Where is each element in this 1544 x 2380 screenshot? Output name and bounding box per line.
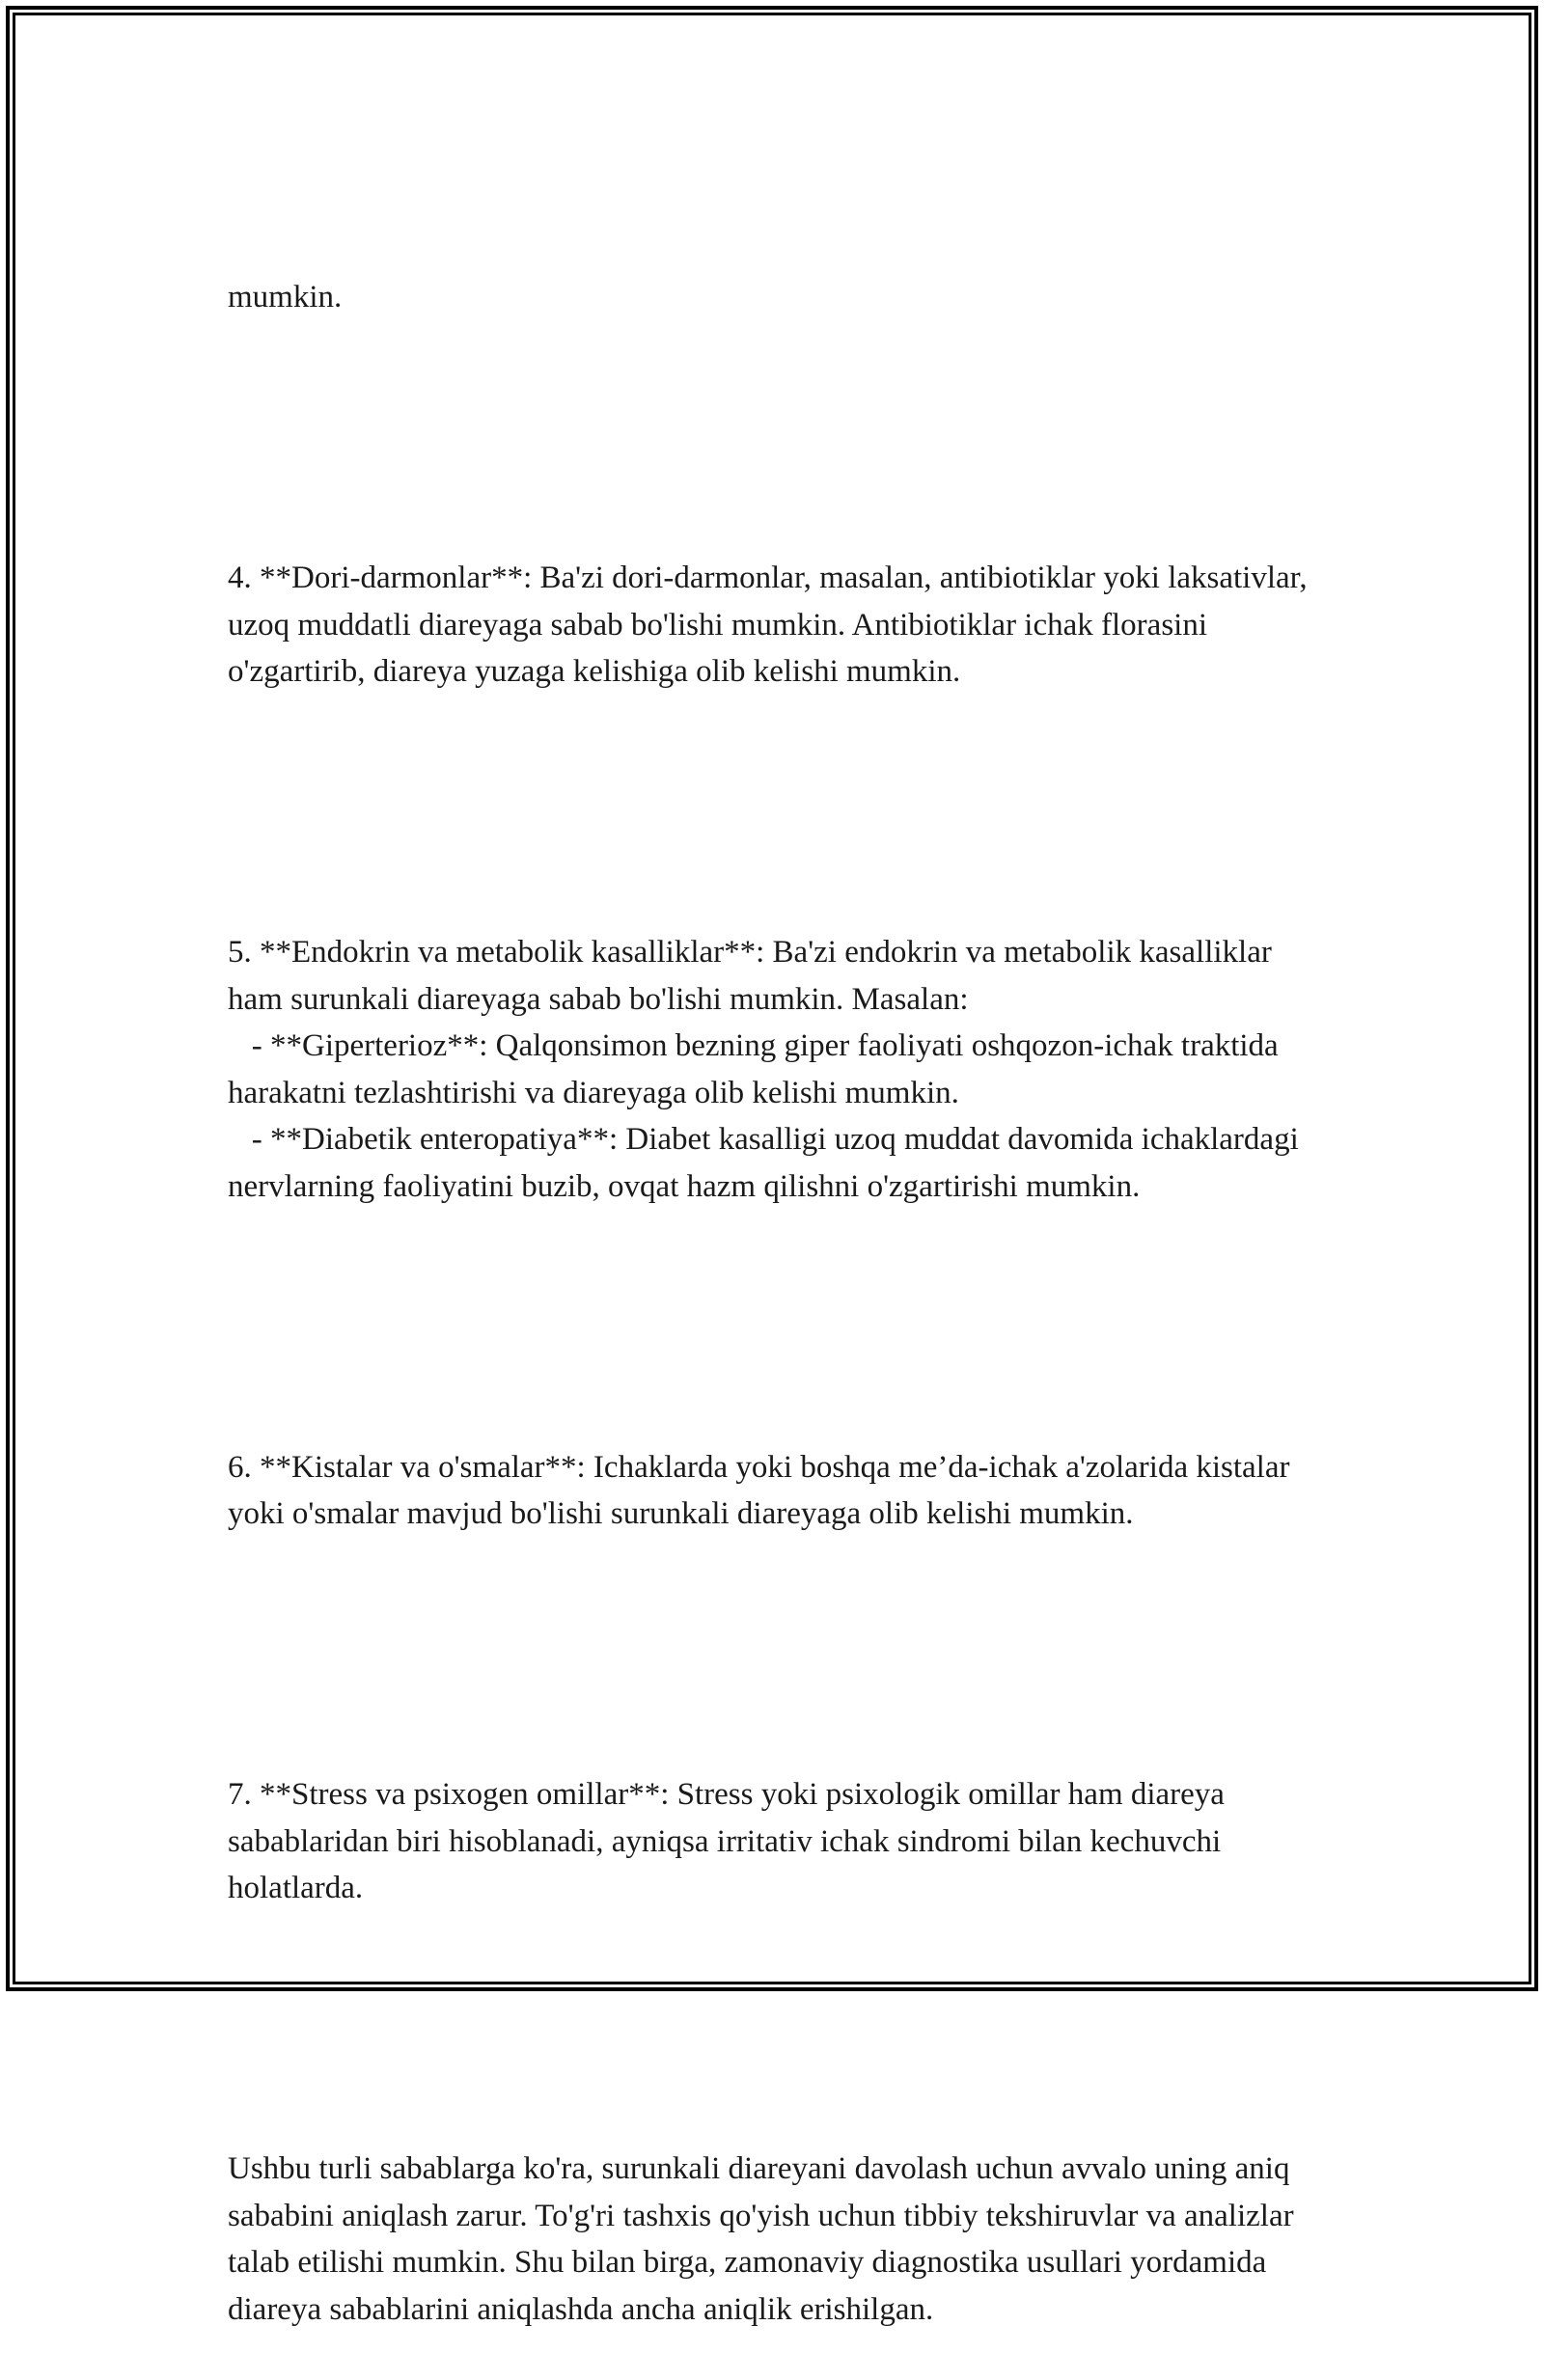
paragraph-gap (228, 789, 1318, 836)
paragraph-continuation: mumkin. (228, 280, 343, 315)
paragraph-gap (228, 415, 1318, 462)
paragraph-item-4: 4. **Dori-darmonlar**: Ba'zi dori-darmonlar, masalan, antibiotiklar yoki laksativlar, uzoq muddatli diareyaga sabab bo'lishi mumkin. Antibiotiklar ichak florasini o'zgartirib, diareya yuzaga kelishiga olib kelishi mumkin. (228, 561, 1315, 689)
paragraph-gap (228, 2006, 1318, 2053)
paragraph-gap (228, 1631, 1318, 1679)
document-body (228, 180, 1318, 2380)
paragraph-gap (228, 1303, 1318, 1351)
paragraph-conclusion: Ushbu turli sabablarga ko'ra, surunkali diareyani davolash uchun avvalo uning aniq sababini aniqlash zarur. To'g'ri tashxis qo'yish uchun tibbiy tekshiruvlar va analizlar talab etilishi mumkin. Shu bilan birga, zamonaviy diagnostika usullari yordamida diareya sabablarini aniqlashda ancha aniqlik erishilgan. (228, 2151, 1302, 2327)
paragraph-item-6: 6. **Kistalar va o'smalar**: Ichaklarda yoki boshqa me’da-ichak a'zolarida kistalar yoki o'smalar mavjud bo'lishi surunkali diareyaga olib kelishi mumkin. (228, 1449, 1298, 1531)
paragraph-item-5: 5. **Endokrin va metabolik kasalliklar**: Ba'zi endokrin va metabolik kasalliklar ham surunkali diareyaga sabab bo'lishi mumkin. Masalan: - **Giperterioz**: Qalqonsimon bezning giper faoliyati oshqozon-ichak traktida harakatni tezlashtirishi va diareyaga olib kelishi mumkin. - **Diabetik enteropatiya**: Diabet kasalligi uzoq muddat davomida ichaklardagi nervlarning faoliyatini buzib, ovqat hazm qilishni o'zgartirishi mumkin. (228, 935, 1299, 1204)
paragraph-item-7: 7. **Stress va psixogen omillar**: Stress yoki psixologik omillar ham diareya sabablaridan biri hisoblanadi, ayniqsa irritativ ichak sindromi bilan kechuvchi holatlarda. (228, 1777, 1233, 1905)
